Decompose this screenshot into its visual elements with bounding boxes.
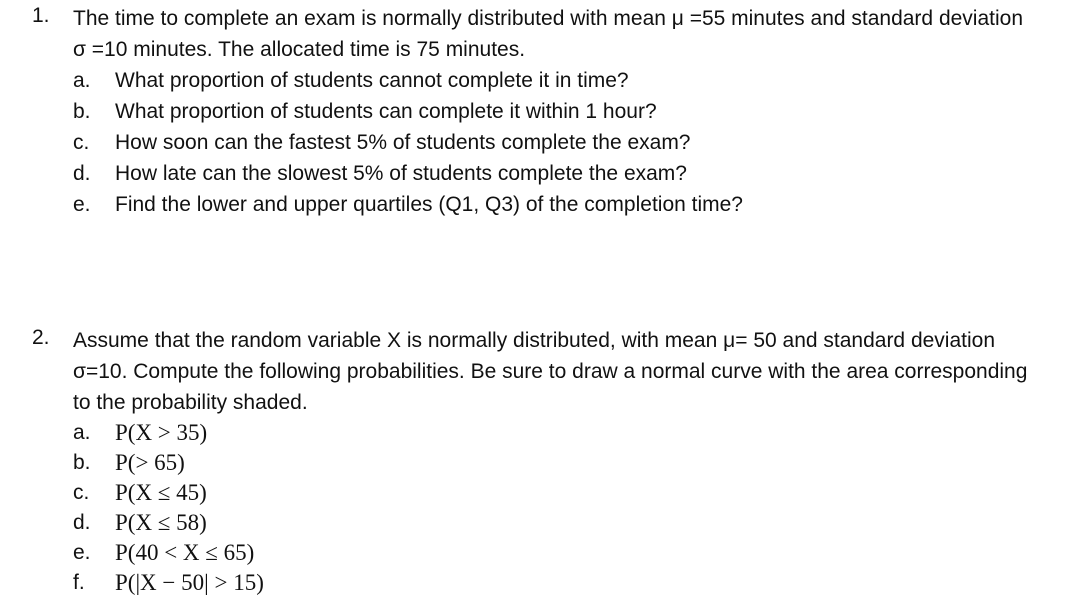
list-item (0, 65, 1076, 96)
list-item (0, 189, 1076, 220)
item-letter: e. (73, 541, 91, 564)
item-text: How soon can the fastest 5% of students complete the exam? (115, 131, 691, 154)
list-item (0, 508, 1076, 538)
list-item (0, 538, 1076, 568)
probability-expression: P(|X − 50| > 15) (115, 570, 264, 595)
list-item (0, 478, 1076, 508)
item-letter: c. (73, 481, 90, 504)
item-text: Find the lower and upper quartiles (Q1, Q3) of the completion time? (115, 193, 743, 216)
probability-expression: P(> 65) (115, 450, 185, 475)
probability-expression: P(X > 35) (115, 420, 208, 445)
problem-1-stem-text: The time to complete an exam is normally distributed with mean μ =55 minutes and standard deviation σ =10 minutes. The allocated time is 75 minutes. (73, 7, 1024, 61)
list-item (0, 96, 1076, 127)
item-letter: e. (73, 193, 91, 216)
item-letter: b. (73, 100, 91, 123)
list-item (0, 448, 1076, 478)
item-letter: a. (73, 69, 91, 92)
item-letter: c. (73, 131, 90, 154)
probability-expression: P(X ≤ 45) (115, 480, 207, 505)
list-item (0, 158, 1076, 189)
problem-2 (0, 322, 1076, 598)
item-letter: b. (73, 451, 91, 474)
problem-2-items (0, 418, 1076, 598)
problem-2-stem (0, 322, 1076, 418)
item-text: What proportion of students cannot complete it in time? (115, 69, 629, 92)
list-item (0, 418, 1076, 448)
item-letter: d. (73, 511, 91, 534)
probability-expression: P(X ≤ 58) (115, 510, 207, 535)
problem-2-number: 2. (32, 326, 50, 349)
list-item (0, 127, 1076, 158)
item-letter: f. (73, 571, 85, 594)
item-text: What proportion of students can complete it within 1 hour? (115, 100, 657, 123)
item-text: How late can the slowest 5% of students complete the exam? (115, 162, 687, 185)
probability-expression: P(40 < X ≤ 65) (115, 540, 255, 565)
list-item (0, 568, 1076, 598)
problem-1-number: 1. (32, 4, 50, 27)
item-letter: a. (73, 421, 91, 444)
problem-1-stem (0, 0, 1076, 65)
problem-2-stem-text: Assume that the random variable X is normally distributed, with mean μ= 50 and standard deviation σ=10. Compute the following probabilities. Be sure to draw a normal curve with the area corresponding to the probability shaded. (73, 329, 1028, 414)
item-letter: d. (73, 162, 91, 185)
problem-1-items (0, 65, 1076, 220)
problem-1 (0, 0, 1076, 220)
